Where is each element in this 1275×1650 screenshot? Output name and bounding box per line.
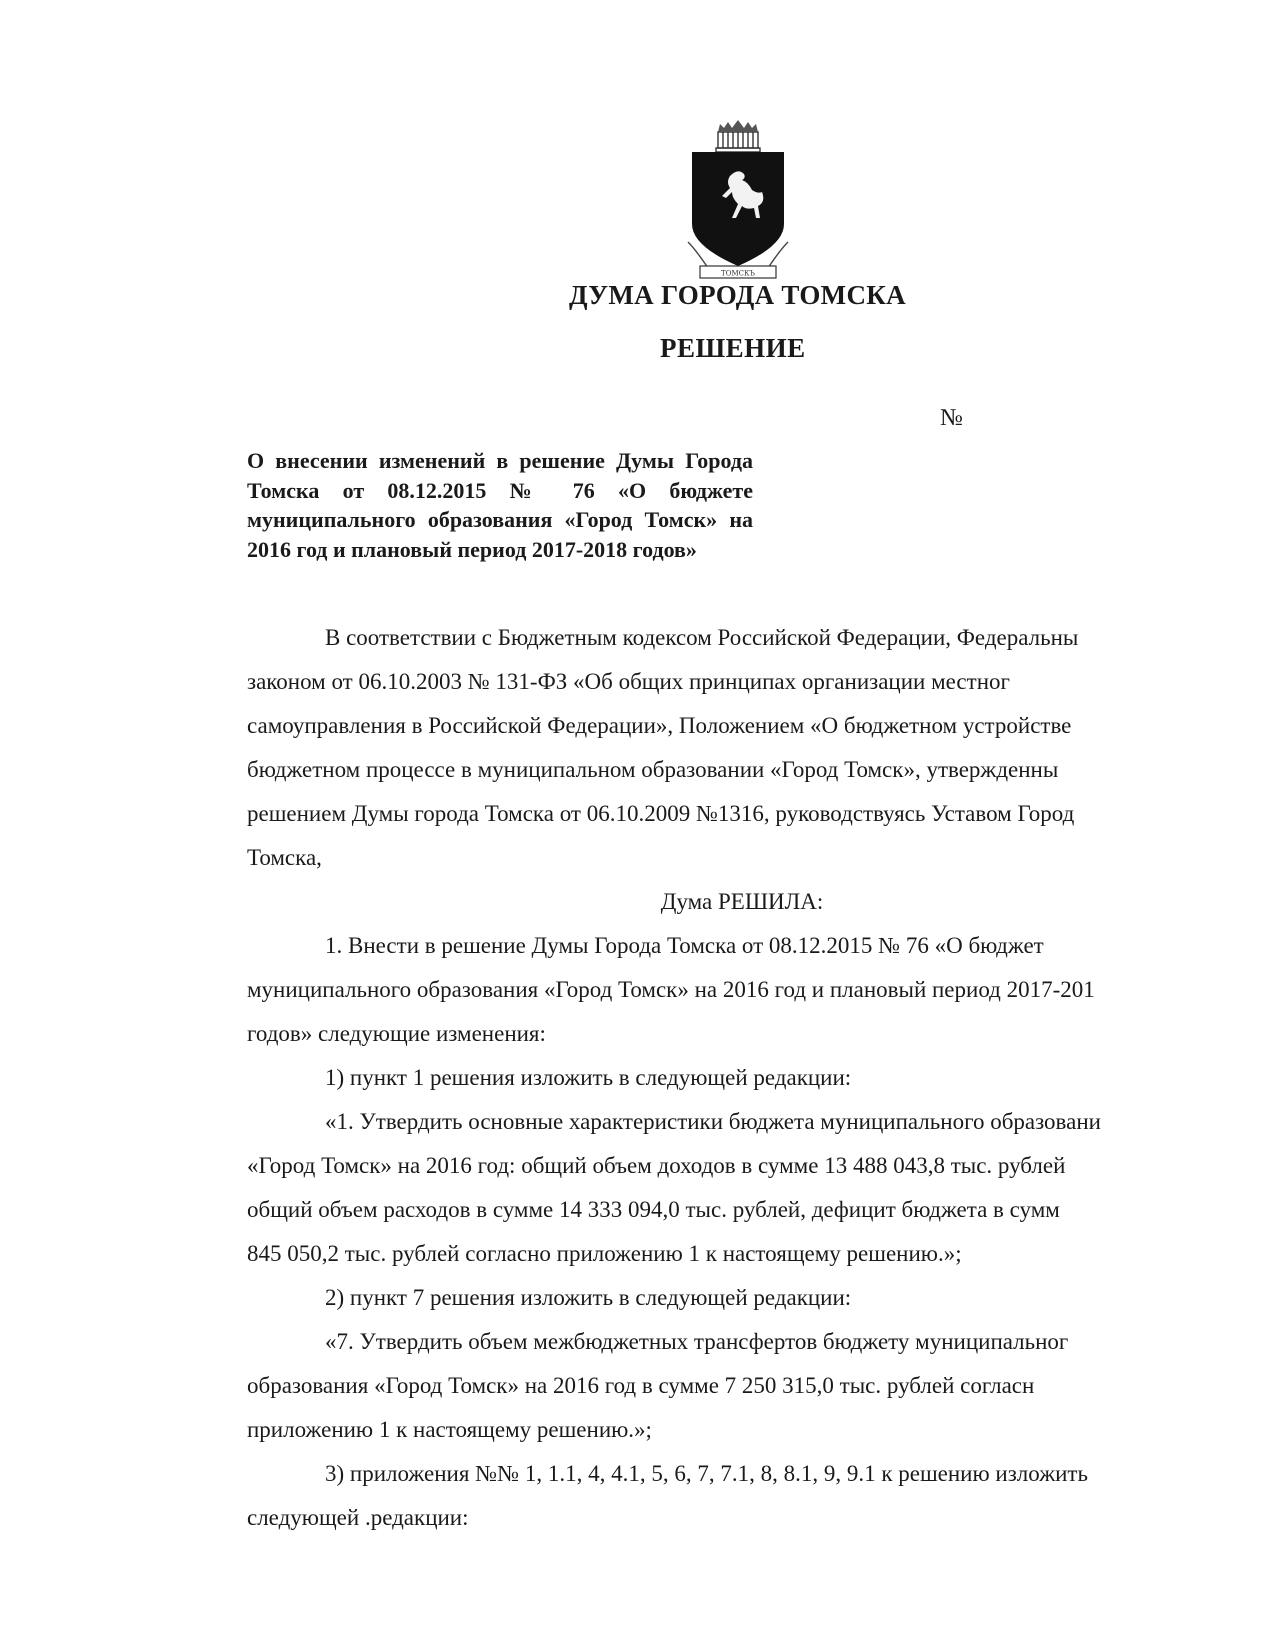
text-line: следующей .редакции: — [247, 1505, 469, 1530]
resolved-heading-paragraph — [247, 880, 1237, 924]
text-line: общий объем расходов в сумме 14 333 094,0 тыс. рублей, дефицит бюджета в сумм — [247, 1197, 1060, 1222]
item-1-paragraph — [247, 924, 1237, 1056]
subitem-3-paragraph — [247, 1452, 1237, 1540]
text-line: 1. Внести в решение Думы Города Томска от 08.12.2015 № 76 «О бюджет — [325, 933, 1044, 958]
text-line: Томска, — [247, 845, 322, 870]
crest-ribbon-text: ТОМСКЪ — [721, 269, 755, 278]
text-line: «7. Утвердить объем межбюджетных трансфертов бюджету муниципальног — [325, 1329, 1069, 1354]
quote-2-paragraph — [247, 1320, 1237, 1452]
text-line: 2) пункт 7 решения изложить в следующей редакции: — [325, 1285, 852, 1310]
organization-name: ДУМА ГОРОДА ТОМСКА — [569, 280, 906, 310]
text-line: «1. Утвердить основные характеристики бюджета муниципального образовани — [325, 1109, 1101, 1134]
text-line: законом от 06.10.2003 № 131-ФЗ «Об общих принципах организации местног — [247, 669, 1010, 694]
text-line: самоуправления в Российской Федерации», Положением «О бюджетном устройстве — [247, 713, 1072, 738]
document-subject: О внесении изменений в решение Думы Города Томска от 08.12.2015 № 76 «О бюджете муниципального образования «Город Томск» на 2016 год и плановый период 2017-2018 годов» — [247, 448, 753, 562]
document-body — [247, 616, 1237, 1540]
text-line: «Город Томск» на 2016 год: общий объем доходов в сумме 13 488 043,8 тыс. рублей — [247, 1153, 1066, 1178]
text-line: приложению 1 к настоящему решению.»; — [247, 1417, 652, 1442]
subitem-2-paragraph — [247, 1276, 1237, 1320]
text-line: 1) пункт 1 решения изложить в следующей редакции: — [325, 1065, 852, 1090]
organization-title — [0, 280, 1275, 311]
quote-1-paragraph — [247, 1100, 1237, 1276]
text-line: образования «Город Томск» на 2016 год в сумме 7 250 315,0 тыс. рублей согласн — [247, 1373, 1035, 1398]
text-line: годов» следующие изменения: — [247, 1021, 546, 1046]
text-line: 845 050,2 тыс. рублей согласно приложению 1 к настоящему решению.»; — [247, 1241, 962, 1266]
tomsk-coat-of-arms-icon — [686, 118, 790, 286]
text-line: 3) приложения №№ 1, 1.1, 4, 4.1, 5, 6, 7, 7.1, 8, 8.1, 9, 9.1 к решению изложить — [325, 1461, 1088, 1486]
document-type: РЕШЕНИЕ — [660, 333, 806, 363]
subitem-1-paragraph — [247, 1056, 1237, 1100]
text-line: бюджетном процессе в муниципальном образовании «Город Томск», утвержденны — [247, 757, 1059, 782]
text-line: решением Думы города Томска от 06.10.2009 №1316, руководствуясь Уставом Город — [247, 801, 1075, 826]
document-number: № — [940, 405, 963, 431]
text-line: В соответствии с Бюджетным кодексом Российской Федерации, Федеральны — [325, 625, 1079, 650]
text-line: муниципального образования «Город Томск» на 2016 год и плановый период 2017-201 — [247, 977, 1095, 1002]
resolved-heading: Дума РЕШИЛА: — [660, 889, 824, 914]
preamble-paragraph — [247, 616, 1237, 880]
